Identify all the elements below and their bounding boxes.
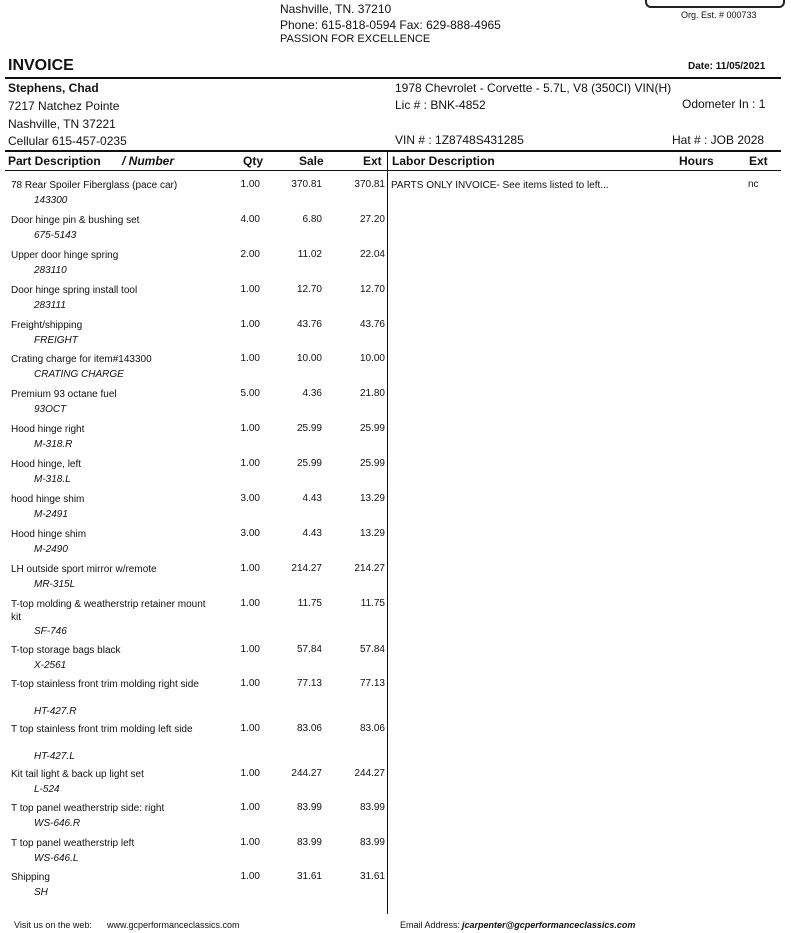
part-ext: 25.99 (359, 458, 385, 469)
part-description: Kit tail light & back up light set (11, 769, 144, 780)
part-sale: 11.75 (297, 598, 322, 609)
part-number: X-2561 (34, 660, 67, 671)
vehicle-odometer: Odometer In : 1 (682, 97, 766, 111)
table-row (0, 837, 791, 871)
part-qty: 3.00 (240, 528, 260, 539)
part-sale: 83.99 (296, 837, 322, 848)
part-sale: 77.13 (296, 678, 322, 689)
invoice-date: Date: 11/05/2021 (688, 61, 766, 72)
part-number: FREIGHT (34, 335, 78, 346)
part-description: Premium 93 octane fuel (11, 389, 117, 400)
footer-email-link[interactable]: jcarpenter@gcperformanceclassics.com (462, 920, 636, 930)
table-row (0, 802, 791, 836)
table-row (0, 284, 791, 318)
part-description: Hood hinge, left (11, 459, 82, 470)
part-qty: 1.00 (240, 353, 260, 364)
part-ext: 25.99 (359, 423, 385, 434)
part-ext: 83.99 (359, 837, 385, 848)
table-row (0, 871, 791, 905)
col-ext: Ext (363, 154, 382, 168)
part-sale: 244.27 (291, 768, 322, 779)
table-row (0, 249, 791, 283)
table-row (0, 319, 791, 353)
part-qty: 1.00 (240, 768, 260, 779)
company-slogan: PASSION FOR EXCELLENCE (280, 33, 431, 45)
table-row (0, 423, 791, 457)
part-qty: 4.00 (240, 214, 260, 225)
part-ext: 43.76 (359, 319, 385, 330)
table-row (0, 458, 791, 492)
col-qty: Qty (243, 154, 264, 168)
table-row (0, 493, 791, 527)
part-ext: 13.29 (359, 493, 385, 504)
part-sale: 4.43 (302, 493, 322, 504)
part-number: M-2491 (34, 509, 68, 520)
part-sale: 25.99 (296, 423, 322, 434)
part-number: CRATING CHARGE (34, 369, 124, 380)
divider (5, 170, 781, 171)
col-part-description: Part Description (8, 154, 101, 168)
part-description: Door hinge spring install tool (11, 285, 138, 296)
vehicle-description: 1978 Chevrolet - Corvette - 5.7L, V8 (350CI) VIN(H) (395, 81, 672, 95)
part-ext: 11.75 (360, 598, 385, 609)
part-qty: 1.00 (240, 802, 260, 813)
table-row (0, 644, 791, 678)
part-qty: 2.00 (240, 249, 260, 260)
company-phone-fax: Phone: 615-818-0594 Fax: 629-888-4965 (280, 18, 501, 32)
vehicle-vin: VIN # : 1Z8748S431285 (395, 133, 524, 147)
customer-street: 7217 Natchez Pointe (8, 99, 120, 113)
part-sale: 57.84 (296, 644, 322, 655)
part-ext: 83.99 (359, 802, 385, 813)
part-sale: 214.27 (291, 563, 322, 574)
table-row (0, 768, 791, 802)
part-description: Crating charge for item#143300 (11, 354, 152, 365)
footer-web-label: Visit us on the web: (14, 920, 92, 930)
part-sale: 11.02 (297, 249, 322, 260)
part-number: 93OCT (34, 404, 67, 415)
customer-name: Stephens, Chad (8, 81, 99, 95)
labor-description: PARTS ONLY INVOICE- See items listed to left... (391, 180, 609, 191)
part-description: T top stainless front trim molding left side (11, 724, 193, 735)
part-qty: 1.00 (240, 458, 260, 469)
part-sale: 25.99 (296, 458, 322, 469)
part-number: SH (34, 887, 48, 898)
part-number: HT-427.R (34, 706, 77, 717)
part-ext: 77.13 (359, 678, 385, 689)
part-ext: 27.20 (359, 214, 385, 225)
part-description: T-top storage bags black (11, 645, 121, 656)
table-row (0, 598, 791, 638)
part-description: Freight/shipping (11, 320, 83, 331)
part-qty: 3.00 (240, 493, 260, 504)
part-number: HT-427.L (34, 751, 75, 762)
part-qty: 1.00 (240, 563, 260, 574)
part-sale: 6.80 (302, 214, 322, 225)
part-number: M-318.L (34, 474, 71, 485)
part-description: LH outside sport mirror w/remote (11, 564, 157, 575)
part-number: 675-5143 (34, 230, 77, 241)
part-number: M-318.R (34, 439, 73, 450)
part-qty: 1.00 (240, 644, 260, 655)
part-description: Door hinge pin & bushing set (11, 215, 140, 226)
part-sale: 31.61 (296, 871, 322, 882)
part-ext: 214.27 (354, 563, 385, 574)
table-row (0, 528, 791, 562)
part-ext: 12.70 (359, 284, 385, 295)
part-qty: 1.00 (240, 598, 260, 609)
table-row (0, 388, 791, 422)
part-description: T top panel weatherstrip left (11, 838, 135, 849)
part-description: Hood hinge right (11, 424, 85, 435)
part-description: Hood hinge shim (11, 529, 87, 540)
part-number: WS-646.L (34, 853, 79, 864)
part-number: 283110 (34, 265, 67, 276)
part-number: MR-315L (34, 579, 76, 590)
company-address: Nashville, TN. 37210 (280, 2, 392, 16)
col-sale: Sale (299, 154, 324, 168)
part-qty: 1.00 (240, 678, 260, 689)
invoice-title: INVOICE (8, 57, 74, 74)
part-ext: 13.29 (359, 528, 385, 539)
footer-web-link[interactable]: www.gcperformanceclassics.com (107, 920, 240, 930)
table-row (0, 563, 791, 597)
table-row (0, 214, 791, 248)
vehicle-hat: Hat # : JOB 2028 (672, 133, 765, 147)
part-qty: 1.00 (240, 284, 260, 295)
part-qty: 5.00 (240, 388, 260, 399)
part-sale: 10.00 (296, 353, 322, 364)
table-row (0, 678, 791, 718)
part-ext: 10.00 (359, 353, 385, 364)
labor-ext: nc (748, 179, 759, 190)
part-number: WS-646.R (34, 818, 81, 829)
part-number: M-2490 (34, 544, 68, 555)
table-row (0, 723, 791, 763)
part-description: T-top molding & weatherstrip retainer mount kit (11, 599, 206, 623)
table-row (0, 353, 791, 387)
org-box (645, 0, 785, 8)
part-qty: 1.00 (240, 319, 260, 330)
part-description: T-top stainless front trim molding right side (11, 679, 199, 690)
part-sale: 370.81 (291, 179, 322, 190)
org-est: Org. Est. # 000733 (681, 10, 757, 20)
part-ext: 83.06 (359, 723, 385, 734)
col-labor-description: Labor Description (392, 154, 495, 168)
part-description: Shipping (11, 872, 50, 883)
customer-city: Nashville, TN 37221 (8, 117, 116, 131)
part-ext: 370.81 (354, 179, 385, 190)
part-sale: 4.43 (302, 528, 322, 539)
part-sale: 4.36 (302, 388, 322, 399)
part-sale: 83.99 (296, 802, 322, 813)
part-sale: 43.76 (296, 319, 322, 330)
part-ext: 22.04 (359, 249, 385, 260)
part-qty: 1.00 (240, 871, 260, 882)
col-number: / Number (122, 154, 175, 168)
part-qty: 1.00 (240, 837, 260, 848)
part-number: 143300 (34, 195, 68, 206)
part-ext: 57.84 (359, 644, 385, 655)
vehicle-lic: Lic # : BNK-4852 (395, 98, 486, 112)
part-description: 78 Rear Spoiler Fiberglass (pace car) (11, 180, 178, 191)
part-description: Upper door hinge spring (11, 250, 119, 261)
part-description: hood hinge shim (11, 494, 85, 505)
part-number: 283111 (34, 300, 66, 311)
customer-cellular: Cellular 615-457-0235 (8, 134, 127, 148)
part-qty: 1.00 (240, 179, 260, 190)
part-ext: 244.27 (354, 768, 385, 779)
part-sale: 12.70 (296, 284, 322, 295)
col-labor-ext: Ext (749, 154, 768, 168)
part-ext: 21.80 (359, 388, 385, 399)
divider (5, 77, 781, 79)
part-ext: 31.61 (359, 871, 385, 882)
part-number: SF-746 (34, 626, 67, 637)
part-sale: 83.06 (296, 723, 322, 734)
col-hours: Hours (679, 154, 714, 168)
divider (5, 150, 781, 152)
part-number: L-524 (34, 784, 60, 795)
footer-email-label: Email Address: (400, 920, 461, 930)
part-description: T top panel weatherstrip side: right (11, 803, 165, 814)
part-qty: 1.00 (240, 723, 260, 734)
part-qty: 1.00 (240, 423, 260, 434)
